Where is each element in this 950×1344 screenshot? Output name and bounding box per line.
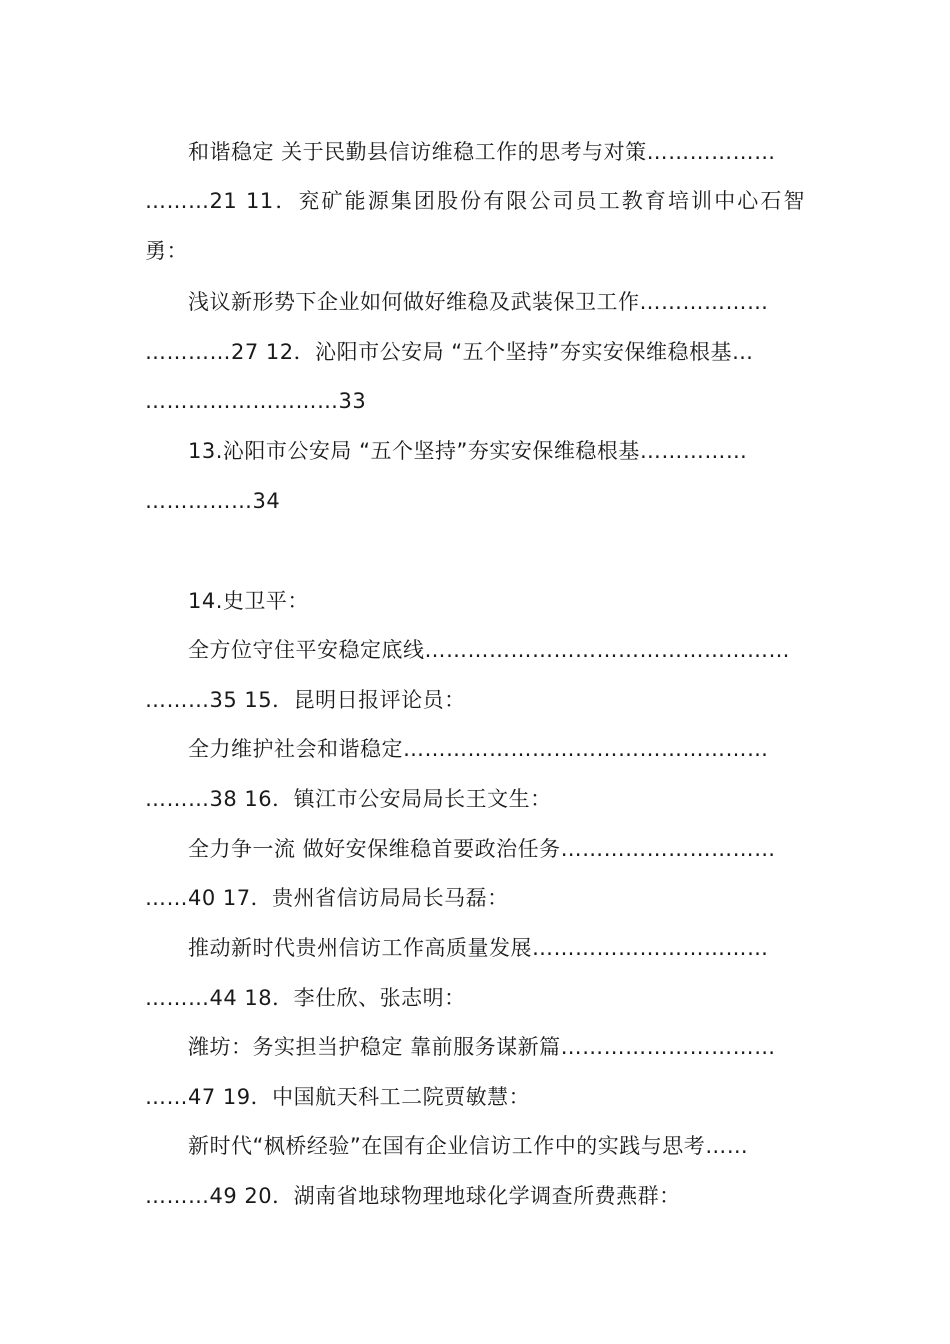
toc-line: ………38 16．镇江市公安局局长王文生： [145,787,552,811]
toc-line: ………………………33 [145,389,367,413]
toc-line: ……47 19．中国航天科工二院贾敏慧： [145,1085,531,1109]
toc-line: 全力争一流 做好安保维稳首要政治任务………………………… [188,837,776,861]
toc-line: 13.沁阳市公安局 “五个坚持”夯实安保维稳根基…………… [188,439,748,463]
toc-line: 14.史卫平： [188,589,309,613]
toc-line: 潍坊：务实担当护稳定 靠前服务谋新篇………………………… [188,1035,776,1059]
toc-line: …………27 12．沁阳市公安局 “五个坚持”夯实安保维稳根基… [145,340,754,364]
toc-line: 全方位守住平安稳定底线…………………………………………… [188,638,790,662]
toc-line: ………44 18．李仕欣、张志明： [145,986,466,1010]
toc-line: ………35 15．昆明日报评论员： [145,688,466,712]
toc-line: ……………34 [145,489,281,513]
toc-line: ……40 17．贵州省信访局局长马磊： [145,886,509,910]
toc-line: 新时代“枫桥经验”在国有企业信访工作中的实践与思考…… [188,1134,749,1158]
toc-line: 勇： [145,239,188,263]
toc-line: 全力维护社会和谐稳定…………………………………………… [188,737,769,761]
toc-line: 浅议新形势下企业如何做好维稳及武装保卫工作……………… [188,290,769,314]
toc-line: ………49 20．湖南省地球物理地球化学调查所费燕群： [145,1184,681,1208]
toc-line: 和谐稳定 关于民勤县信访维稳工作的思考与对策……………… [188,140,776,164]
toc-line: ………21 11．兖矿能源集团股份有限公司员工教育培训中心石智 [145,189,805,213]
toc-line: 推动新时代贵州信访工作高质量发展…………………………… [188,936,769,960]
